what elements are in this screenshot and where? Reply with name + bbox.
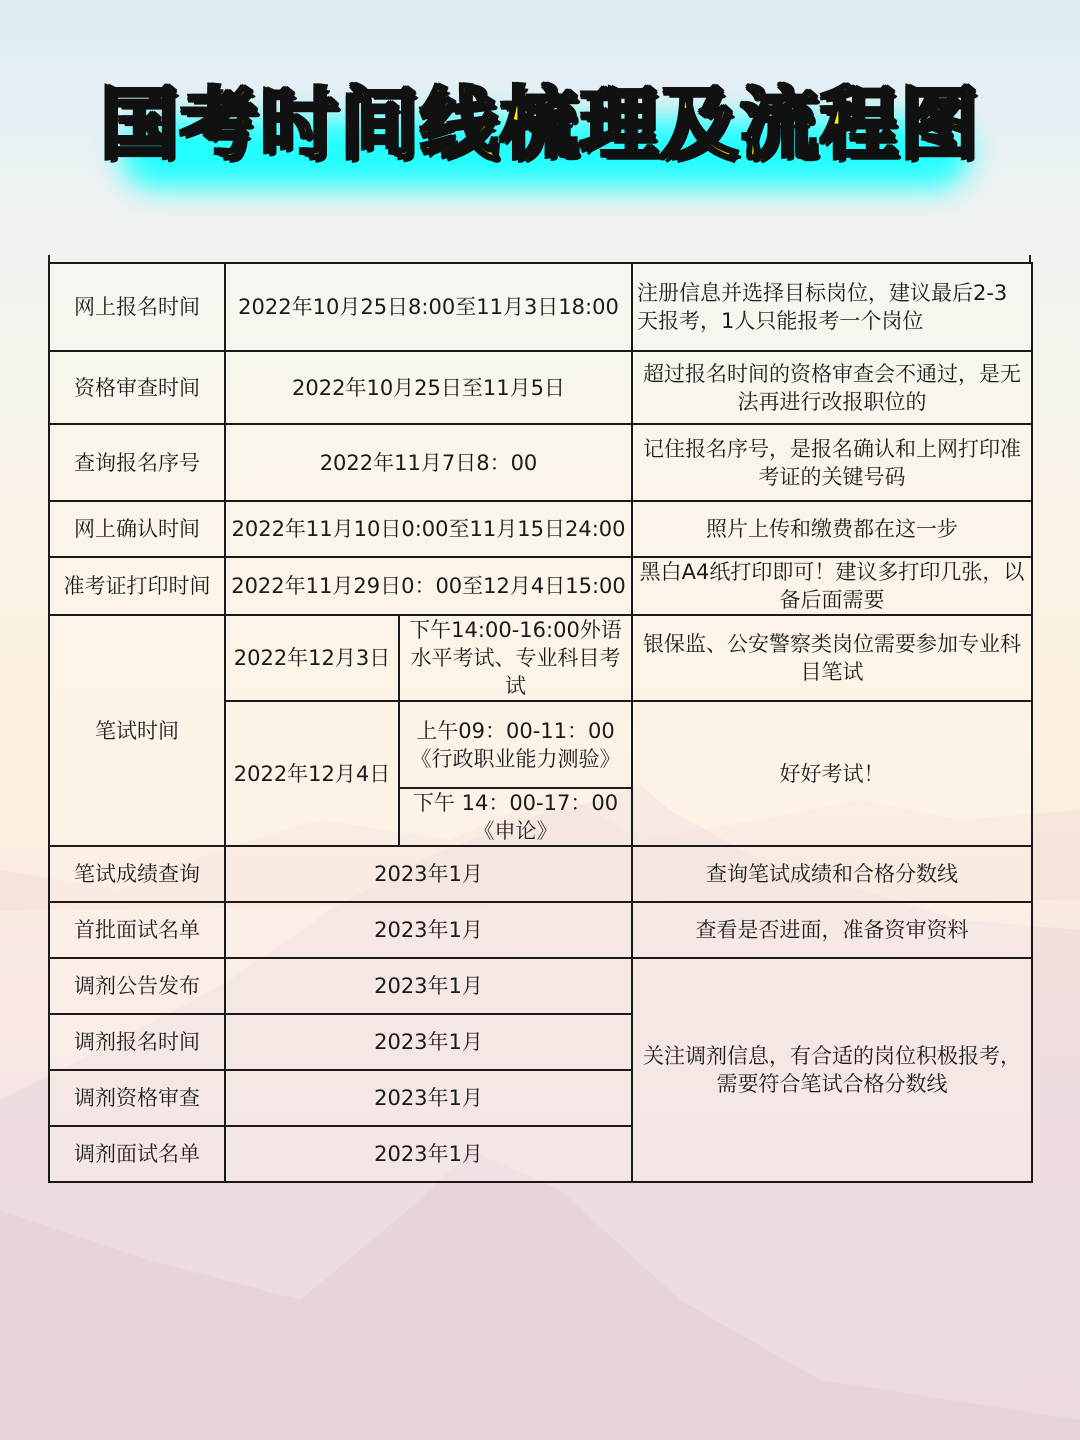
- row-time: 2023年1月: [225, 1126, 632, 1182]
- row-label: 准考证打印时间: [49, 557, 225, 615]
- row-note: 银保监、公安警察类岗位需要参加专业科目笔试: [632, 615, 1032, 701]
- row-time: 2023年1月: [225, 1070, 632, 1126]
- row-time: 2023年1月: [225, 902, 632, 958]
- table-row: [49, 351, 1032, 424]
- table-row: [49, 501, 1032, 557]
- row-label: 调剂报名时间: [49, 1014, 225, 1070]
- written-exam-label: 笔试时间: [49, 615, 225, 846]
- row-label: 网上报名时间: [49, 263, 225, 351]
- row-label: 调剂公告发布: [49, 958, 225, 1014]
- row-note: 查询笔试成绩和合格分数线: [632, 846, 1032, 902]
- row-note: 查看是否进面，准备资审资料: [632, 902, 1032, 958]
- row-time: 2022年11月29日0：00至12月4日15:00: [225, 557, 632, 615]
- row-label: 网上确认时间: [49, 501, 225, 557]
- row-time: 2022年10月25日8:00至11月3日18:00: [225, 263, 632, 351]
- row-time: 2023年1月: [225, 846, 632, 902]
- written-exam-row-day1: [49, 615, 1032, 701]
- table-row: [49, 263, 1032, 351]
- table-row: [49, 846, 1032, 902]
- row-label: 调剂面试名单: [49, 1126, 225, 1182]
- table-row: [49, 557, 1032, 615]
- row-time: 2023年1月: [225, 958, 632, 1014]
- table-row: [49, 424, 1032, 501]
- row-time: 2022年10月25日至11月5日: [225, 351, 632, 424]
- exam-date: 2022年12月3日: [225, 615, 399, 701]
- row-label: 首批面试名单: [49, 902, 225, 958]
- exam-session: 上午09：00-11：00《行政职业能力测验》: [399, 701, 632, 788]
- row-label: 调剂资格审查: [49, 1070, 225, 1126]
- adjustment-note: 关注调剂信息，有合适的岗位积极报考，需要符合笔试合格分数线: [632, 958, 1032, 1182]
- row-time: 2022年11月10日0:00至11月15日24:00: [225, 501, 632, 557]
- row-note: 照片上传和缴费都在这一步: [632, 501, 1032, 557]
- table-row: [49, 958, 1032, 1014]
- exam-session: 下午 14：00-17：00《申论》: [399, 788, 632, 846]
- row-label: 资格审查时间: [49, 351, 225, 424]
- row-label: 查询报名序号: [49, 424, 225, 501]
- row-note: 超过报名时间的资格审查会不通过，是无法再进行改报职位的: [632, 351, 1032, 424]
- timeline-table: [48, 262, 1033, 1183]
- row-note: 黑白A4纸打印即可！建议多打印几张，以备后面需要: [632, 557, 1032, 615]
- table-row: [49, 902, 1032, 958]
- exam-session: 下午14:00-16:00外语水平考试、专业科目考试: [399, 615, 632, 701]
- title-banner: [0, 40, 1080, 200]
- page-title: 国考时间线梳理及流程图: [99, 80, 980, 170]
- row-time: 2023年1月: [225, 1014, 632, 1070]
- row-note: 好好考试！: [632, 701, 1032, 846]
- row-label: 笔试成绩查询: [49, 846, 225, 902]
- row-note: 注册信息并选择目标岗位，建议最后2-3天报考，1人只能报考一个岗位: [632, 263, 1032, 351]
- row-note: 记住报名序号，是报名确认和上网打印准考证的关键号码: [632, 424, 1032, 501]
- exam-date: 2022年12月4日: [225, 701, 399, 846]
- row-time: 2022年11月7日8：00: [225, 424, 632, 501]
